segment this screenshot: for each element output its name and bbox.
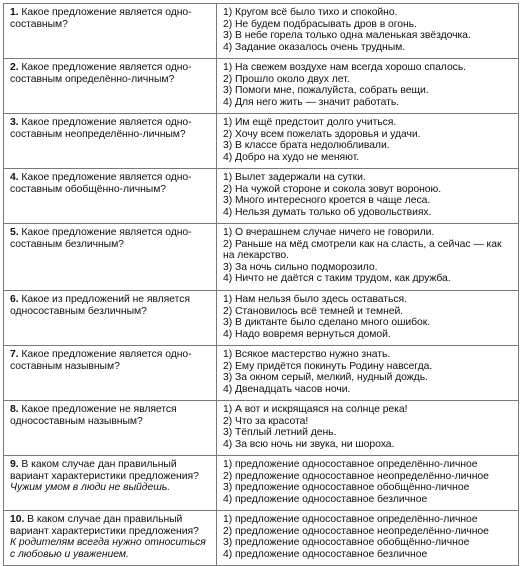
question-number: 9. xyxy=(10,459,19,470)
answer-option: 3) Помоги мне, пожалуйста, собрать вещи. xyxy=(223,85,429,97)
question-row xyxy=(4,59,519,114)
answer-options xyxy=(217,4,519,59)
question-row xyxy=(4,511,519,566)
answer-option: 2) Хочу всем пожелать здоровья и удачи. xyxy=(223,128,421,140)
question-number: 1. xyxy=(10,7,19,18)
example-sentence: К родителям всегда нужно относиться с любовью и уважением. xyxy=(10,537,206,560)
answer-option: 3) Много интересного кроется в чаще леса. xyxy=(223,195,431,207)
question-text: Какое предложение является одно-составным безличным? xyxy=(10,227,192,250)
question-number: 8. xyxy=(10,404,19,415)
question-text: Какое предложение не является односоставным назывным? xyxy=(10,404,177,427)
question-number: 10. xyxy=(10,514,25,525)
answer-option: 1) предложение односоставное определённо-личное xyxy=(223,514,478,525)
question-text: В каком случае дан правильный вариант характеристики предложения? xyxy=(10,459,199,482)
answer-option: 1) Всякое мастерство нужно знать. xyxy=(223,349,391,360)
answer-option: 3) предложение односоставное обобщённо-личное xyxy=(223,537,470,549)
question-number: 3. xyxy=(10,117,19,128)
answer-option: 1) предложение односоставное определённо-личное xyxy=(223,459,478,470)
answer-option: 4) Задание оказалось очень трудным. xyxy=(223,41,406,53)
question-number: 5. xyxy=(10,227,19,238)
answer-options xyxy=(217,456,519,511)
answer-option: 1) Кругом всё было тихо и спокойно. xyxy=(223,7,398,18)
answer-options xyxy=(217,511,519,566)
question-number: 2. xyxy=(10,62,19,73)
answer-option: 1) О вчерашнем случае ничего не говорили. xyxy=(223,227,435,238)
question-cell xyxy=(4,169,217,224)
answer-options xyxy=(217,224,519,291)
question-cell xyxy=(4,59,217,114)
question-row xyxy=(4,224,519,291)
answer-option: 4) Двенадцать часов ночи. xyxy=(223,383,351,395)
question-number: 6. xyxy=(10,294,19,305)
answer-option: 3) В небе горела только одна маленькая звёздочка. xyxy=(223,30,471,42)
question-cell xyxy=(4,291,217,346)
question-text: Какое из предложений не является односоставным безличным? xyxy=(10,294,190,317)
answer-options xyxy=(217,59,519,114)
answer-option: 3) В классе брата недолюбливали. xyxy=(223,140,390,152)
answer-option: 4) Добро на худо не меняют. xyxy=(223,151,360,163)
answer-option: 3) За окном серый, мелкий, нудный дождь. xyxy=(223,372,428,384)
answer-options xyxy=(217,401,519,456)
answer-option: 1) Нам нельзя было здесь оставаться. xyxy=(223,294,407,305)
answer-option: 3) предложение односоставное обобщённо-личное xyxy=(223,482,470,494)
answer-option: 2) Становилось всё темней и темней. xyxy=(223,305,404,317)
question-text: В каком случае дан правильный вариант характеристики предложения? xyxy=(10,514,199,537)
answer-option: 4) предложение односоставное безличное xyxy=(223,493,428,505)
answer-option: 3) В диктанте было сделано много ошибок. xyxy=(223,317,431,329)
answer-option: 3) Тёплый летний день. xyxy=(223,427,337,439)
question-text: Какое предложение является одно-составным? xyxy=(10,7,192,30)
answer-options xyxy=(217,169,519,224)
answer-option: 2) Ему придётся покинуть Родину навсегда. xyxy=(223,360,433,372)
answer-option: 4) Для него жить — значит работать. xyxy=(223,96,400,108)
answer-option: 4) Надо вовремя вернуться домой. xyxy=(223,328,391,340)
answer-option: 2) предложение односоставное неопределённо-личное xyxy=(223,470,489,482)
question-cell xyxy=(4,401,217,456)
answer-option: 2) предложение односоставное неопределённо-личное xyxy=(223,525,489,537)
example-sentence: Чужим умом в люди не выйдешь. xyxy=(10,482,171,494)
answer-option: 2) Что за красота! xyxy=(223,415,309,427)
answer-option: 2) Прошло около двух лет. xyxy=(223,73,350,85)
answer-option: 4) За всю ночь ни звука, ни шороха. xyxy=(223,438,395,450)
answer-option: 4) предложение односоставное безличное xyxy=(223,548,428,560)
question-cell xyxy=(4,456,217,511)
question-text: Какое предложение является одно-составным неопределённо-личным? xyxy=(10,117,192,140)
answer-options xyxy=(217,346,519,401)
answer-option: 1) На свежем воздухе нам всегда хорошо спалось. xyxy=(223,62,467,73)
question-row xyxy=(4,291,519,346)
answer-options xyxy=(217,291,519,346)
question-text: Какое предложение является одно-составным обобщённо-личным? xyxy=(10,172,192,195)
question-cell xyxy=(4,114,217,169)
answer-option: 1) А вот и искрящаяся на солнце река! xyxy=(223,404,408,415)
question-cell xyxy=(4,511,217,566)
answer-option: 3) За ночь сильно подморозило. xyxy=(223,261,378,273)
question-row xyxy=(4,401,519,456)
answer-option: 2) На чужой стороне и сокола зовут вороною. xyxy=(223,183,442,195)
answer-option: 2) Не будем подбрасывать дров в огонь. xyxy=(223,18,417,30)
question-text: Какое предложение является одно-составным назывным? xyxy=(10,349,192,372)
question-row xyxy=(4,114,519,169)
answer-option: 1) Им ещё предстоит долго учиться. xyxy=(223,117,397,128)
answer-option: 1) Вылет задержали на сутки. xyxy=(223,172,366,183)
question-row xyxy=(4,4,519,59)
questions-table xyxy=(3,3,519,566)
question-number: 7. xyxy=(10,349,19,360)
question-cell xyxy=(4,4,217,59)
question-row xyxy=(4,346,519,401)
answer-options xyxy=(217,114,519,169)
question-text: Какое предложение является одно-составным определённо-личным? xyxy=(10,62,192,85)
answer-option: 4) Ничто не даётся с таким трудом, как дружба. xyxy=(223,273,451,285)
question-cell xyxy=(4,346,217,401)
question-row xyxy=(4,169,519,224)
answer-option: 2) Раньше на мёд смотрели как на сласть, а сейчас — как на лекарство. xyxy=(223,238,502,262)
question-cell xyxy=(4,224,217,291)
question-number: 4. xyxy=(10,172,19,183)
question-row xyxy=(4,456,519,511)
answer-option: 4) Нельзя думать только об удовольствиях. xyxy=(223,206,432,218)
